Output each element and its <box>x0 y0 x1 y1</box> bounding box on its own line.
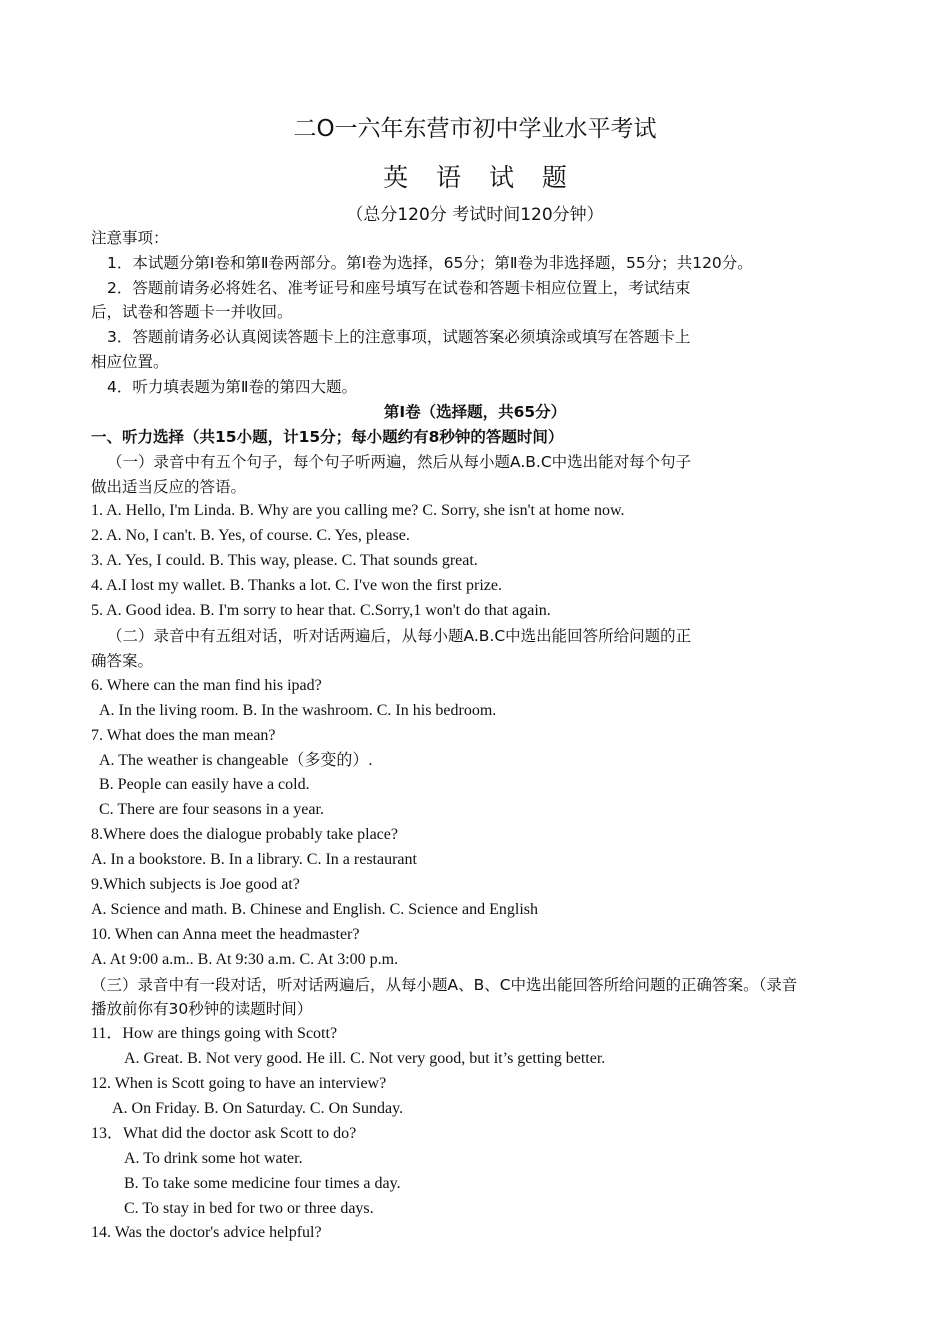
notice-item-1: 1．本试题分第Ⅰ卷和第Ⅱ卷两部分。第Ⅰ卷为选择，65分；第Ⅱ卷为非选择题，55分；共120分。 <box>107 254 753 272</box>
exam-title: 二O一六年东营市初中学业水平考试 <box>293 116 657 142</box>
part1-heading: 第Ⅰ卷（选择题，共65分） <box>383 403 567 421</box>
sub3-instruction-a: （三）录音中有一段对话，听对话两遍后，从每小题A、B、C中选出能回答所给问题的正确答案。（录音 <box>91 976 798 994</box>
question-9: 9.Which subjects is Joe good at? <box>91 876 300 893</box>
question-13-option-b: B. To take some medicine four times a day. <box>124 1175 401 1192</box>
question-13-option-c: C. To stay in bed for two or three days. <box>124 1200 374 1217</box>
notice-heading: 注意事项： <box>91 229 169 247</box>
notice-item-4: 4．听力填表题为第Ⅱ卷的第四大题。 <box>107 378 357 396</box>
question-13: 13．What did the doctor ask Scott to do? <box>91 1125 357 1142</box>
section1-heading: 一、听力选择（共15小题，计15分；每小题约有8秒钟的答题时间） <box>91 428 564 446</box>
notice-item-3b: 相应位置。 <box>91 353 169 371</box>
question-9-options: A. Science and math. B. Chinese and English. C. Science and English <box>91 901 539 918</box>
sub2-instruction-b: 确答案。 <box>91 652 154 670</box>
question-5: 5. A. Good idea. B. I'm sorry to hear that. C.Sorry,1 won't do that again. <box>91 602 551 619</box>
question-10-options: A. At 9:00 a.m.. B. At 9:30 a.m. C. At 3:00 p.m. <box>91 951 399 968</box>
sub3-instruction-b: 播放前你有30秒钟的读题时间） <box>91 1000 313 1018</box>
question-10: 10. When can Anna meet the headmaster? <box>91 926 360 943</box>
question-6: 6. Where can the man find his ipad? <box>91 677 322 694</box>
question-11: 11．How are things going with Scott? <box>91 1025 338 1042</box>
question-14: 14. Was the doctor's advice helpful? <box>91 1224 322 1241</box>
question-3: 3. A. Yes, I could. B. This way, please. C. That sounds great. <box>91 552 478 569</box>
question-11-options: A. Great. B. Not very good. He ill. C. Not very good, but it’s getting better. <box>124 1050 606 1067</box>
sub2-instruction-a: （二）录音中有五组对话，听对话两遍后，从每小题A.B.C中选出能回答所给问题的正 <box>107 627 692 645</box>
question-4: 4. A.I lost my wallet. B. Thanks a lot. C. I've won the first prize. <box>91 577 502 594</box>
notice-item-2b: 后，试卷和答题卡一并收回。 <box>91 303 293 321</box>
question-7-option-c: C. There are four seasons in a year. <box>99 801 324 818</box>
question-7-option-b: B. People can easily have a cold. <box>99 776 310 793</box>
question-2: 2. A. No, I can't. B. Yes, of course. C. Yes, please. <box>91 527 410 544</box>
question-6-options: A. In the living room. B. In the washroom. C. In his bedroom. <box>99 702 497 719</box>
question-7-option-a: A. The weather is changeable（多变的）. <box>99 752 373 769</box>
score-info: （总分120分 考试时间120分钟） <box>346 205 604 225</box>
sub1-instruction-b: 做出适当反应的答语。 <box>91 478 247 496</box>
notice-item-2a: 2．答题前请务必将姓名、准考证号和座号填写在试卷和答题卡相应位置上，考试结束 <box>107 279 691 297</box>
question-1: 1. A. Hello, I'm Linda. B. Why are you calling me? C. Sorry, she isn't at home now. <box>91 502 625 519</box>
question-12: 12. When is Scott going to have an interview? <box>91 1075 387 1092</box>
question-7: 7. What does the man mean? <box>91 727 276 744</box>
sub1-instruction-a: （一）录音中有五个句子，每个句子听两遍，然后从每小题A.B.C中选出能对每个句子 <box>107 453 692 471</box>
notice-item-3a: 3．答题前请务必认真阅读答题卡上的注意事项，试题答案必须填涂或填写在答题卡上 <box>107 328 691 346</box>
question-8: 8.Where does the dialogue probably take place? <box>91 826 398 843</box>
exam-subject: 英 语 试 题 <box>383 163 577 192</box>
question-13-option-a: A. To drink some hot water. <box>124 1150 303 1167</box>
question-12-options: A. On Friday. B. On Saturday. C. On Sunday. <box>112 1100 404 1117</box>
question-8-options: A. In a bookstore. B. In a library. C. In a restaurant <box>91 851 417 868</box>
